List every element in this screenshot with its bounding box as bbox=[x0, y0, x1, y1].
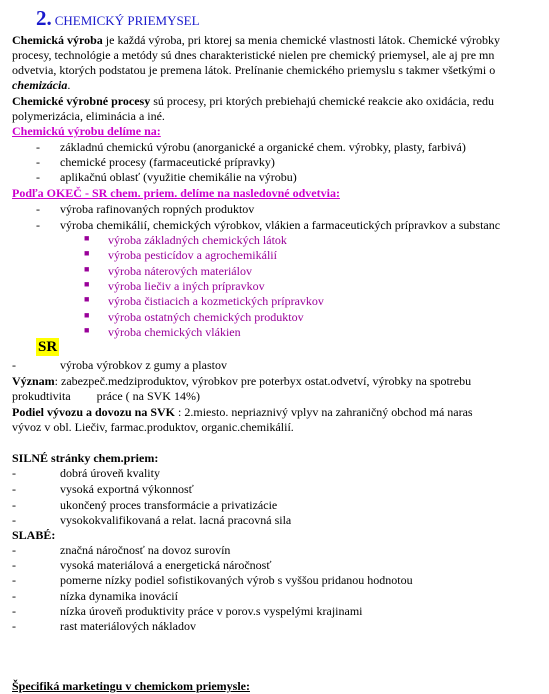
trade-term: Podiel vývozu a dovozu na SVK bbox=[12, 405, 176, 419]
intro-line-2: procesy, technológie a metódy sú dnes charakteristické nielen pre chemický priemysel, ale aj pre mn bbox=[12, 48, 495, 62]
meaning-line-1: Význam: zabezpeč.medziproduktov, výrobkov pre poterbyx ostat.odvetví, výrobky na spotrebu bbox=[12, 374, 472, 388]
trade-line-1: Podiel vývozu a dovozu na SVK : 2.miesto. nepriaznivý vplyv na zahraničný obchod má naras bbox=[12, 405, 473, 419]
bullet-square-icon: ■ bbox=[84, 279, 90, 289]
meaning-line-2: prokudtivita práce ( na SVK 14%) bbox=[12, 389, 200, 403]
meaning-term: Význam bbox=[12, 374, 55, 388]
intro-line-3: odvetvia, ktorých podstatou je premena látok. Prelínanie chemického priemyslu s takmer všetkými o bbox=[12, 63, 496, 77]
okec-heading: Podľa OKEČ - SR chem. priem. delíme na nasledovné odvetvia: bbox=[12, 186, 340, 200]
intro-term: Chemická výroba bbox=[12, 33, 103, 47]
bullet-square-icon: ■ bbox=[84, 310, 90, 320]
intro-line-4: chemizácia. bbox=[12, 78, 71, 92]
processes-line-2: polymerizácia, eliminácia a iné. bbox=[12, 109, 165, 123]
marketing-heading: Špecifiká marketingu v chemickom priemysle: bbox=[12, 679, 250, 693]
bullet-square-icon: ■ bbox=[84, 325, 90, 335]
intro-line-1: Chemická výroba je každá výroba, pri ktorej sa menia chemické vlastnosti látok. Chemické výrobky bbox=[12, 33, 500, 47]
processes-term: Chemické výrobné procesy bbox=[12, 94, 151, 108]
sr-badge: SR bbox=[38, 339, 58, 355]
bullet-square-icon: ■ bbox=[84, 264, 90, 274]
strengths-heading: SILNÉ stránky chem.priem: bbox=[12, 451, 159, 465]
page-title bbox=[36, 6, 200, 31]
trade-line-2: vývoz v obl. Liečiv, farmac.produktov, organic.chemikálií. bbox=[12, 420, 294, 434]
bullet-square-icon: ■ bbox=[84, 233, 90, 243]
bullet-square-icon: ■ bbox=[84, 294, 90, 304]
weaknesses-heading: SLABÉ: bbox=[12, 528, 56, 542]
processes-line-1: Chemické výrobné procesy sú procesy, pri ktorých prebiehajú chemické reakcie ako oxidácia, redu bbox=[12, 94, 494, 108]
bullet-square-icon: ■ bbox=[84, 248, 90, 258]
division-heading: Chemickú výrobu delíme na: bbox=[12, 124, 161, 138]
title-text: CHEMICKÝ PRIEMYSEL bbox=[54, 13, 200, 28]
title-number: 2. bbox=[36, 6, 52, 30]
chemization-term: chemizácia bbox=[12, 78, 68, 92]
